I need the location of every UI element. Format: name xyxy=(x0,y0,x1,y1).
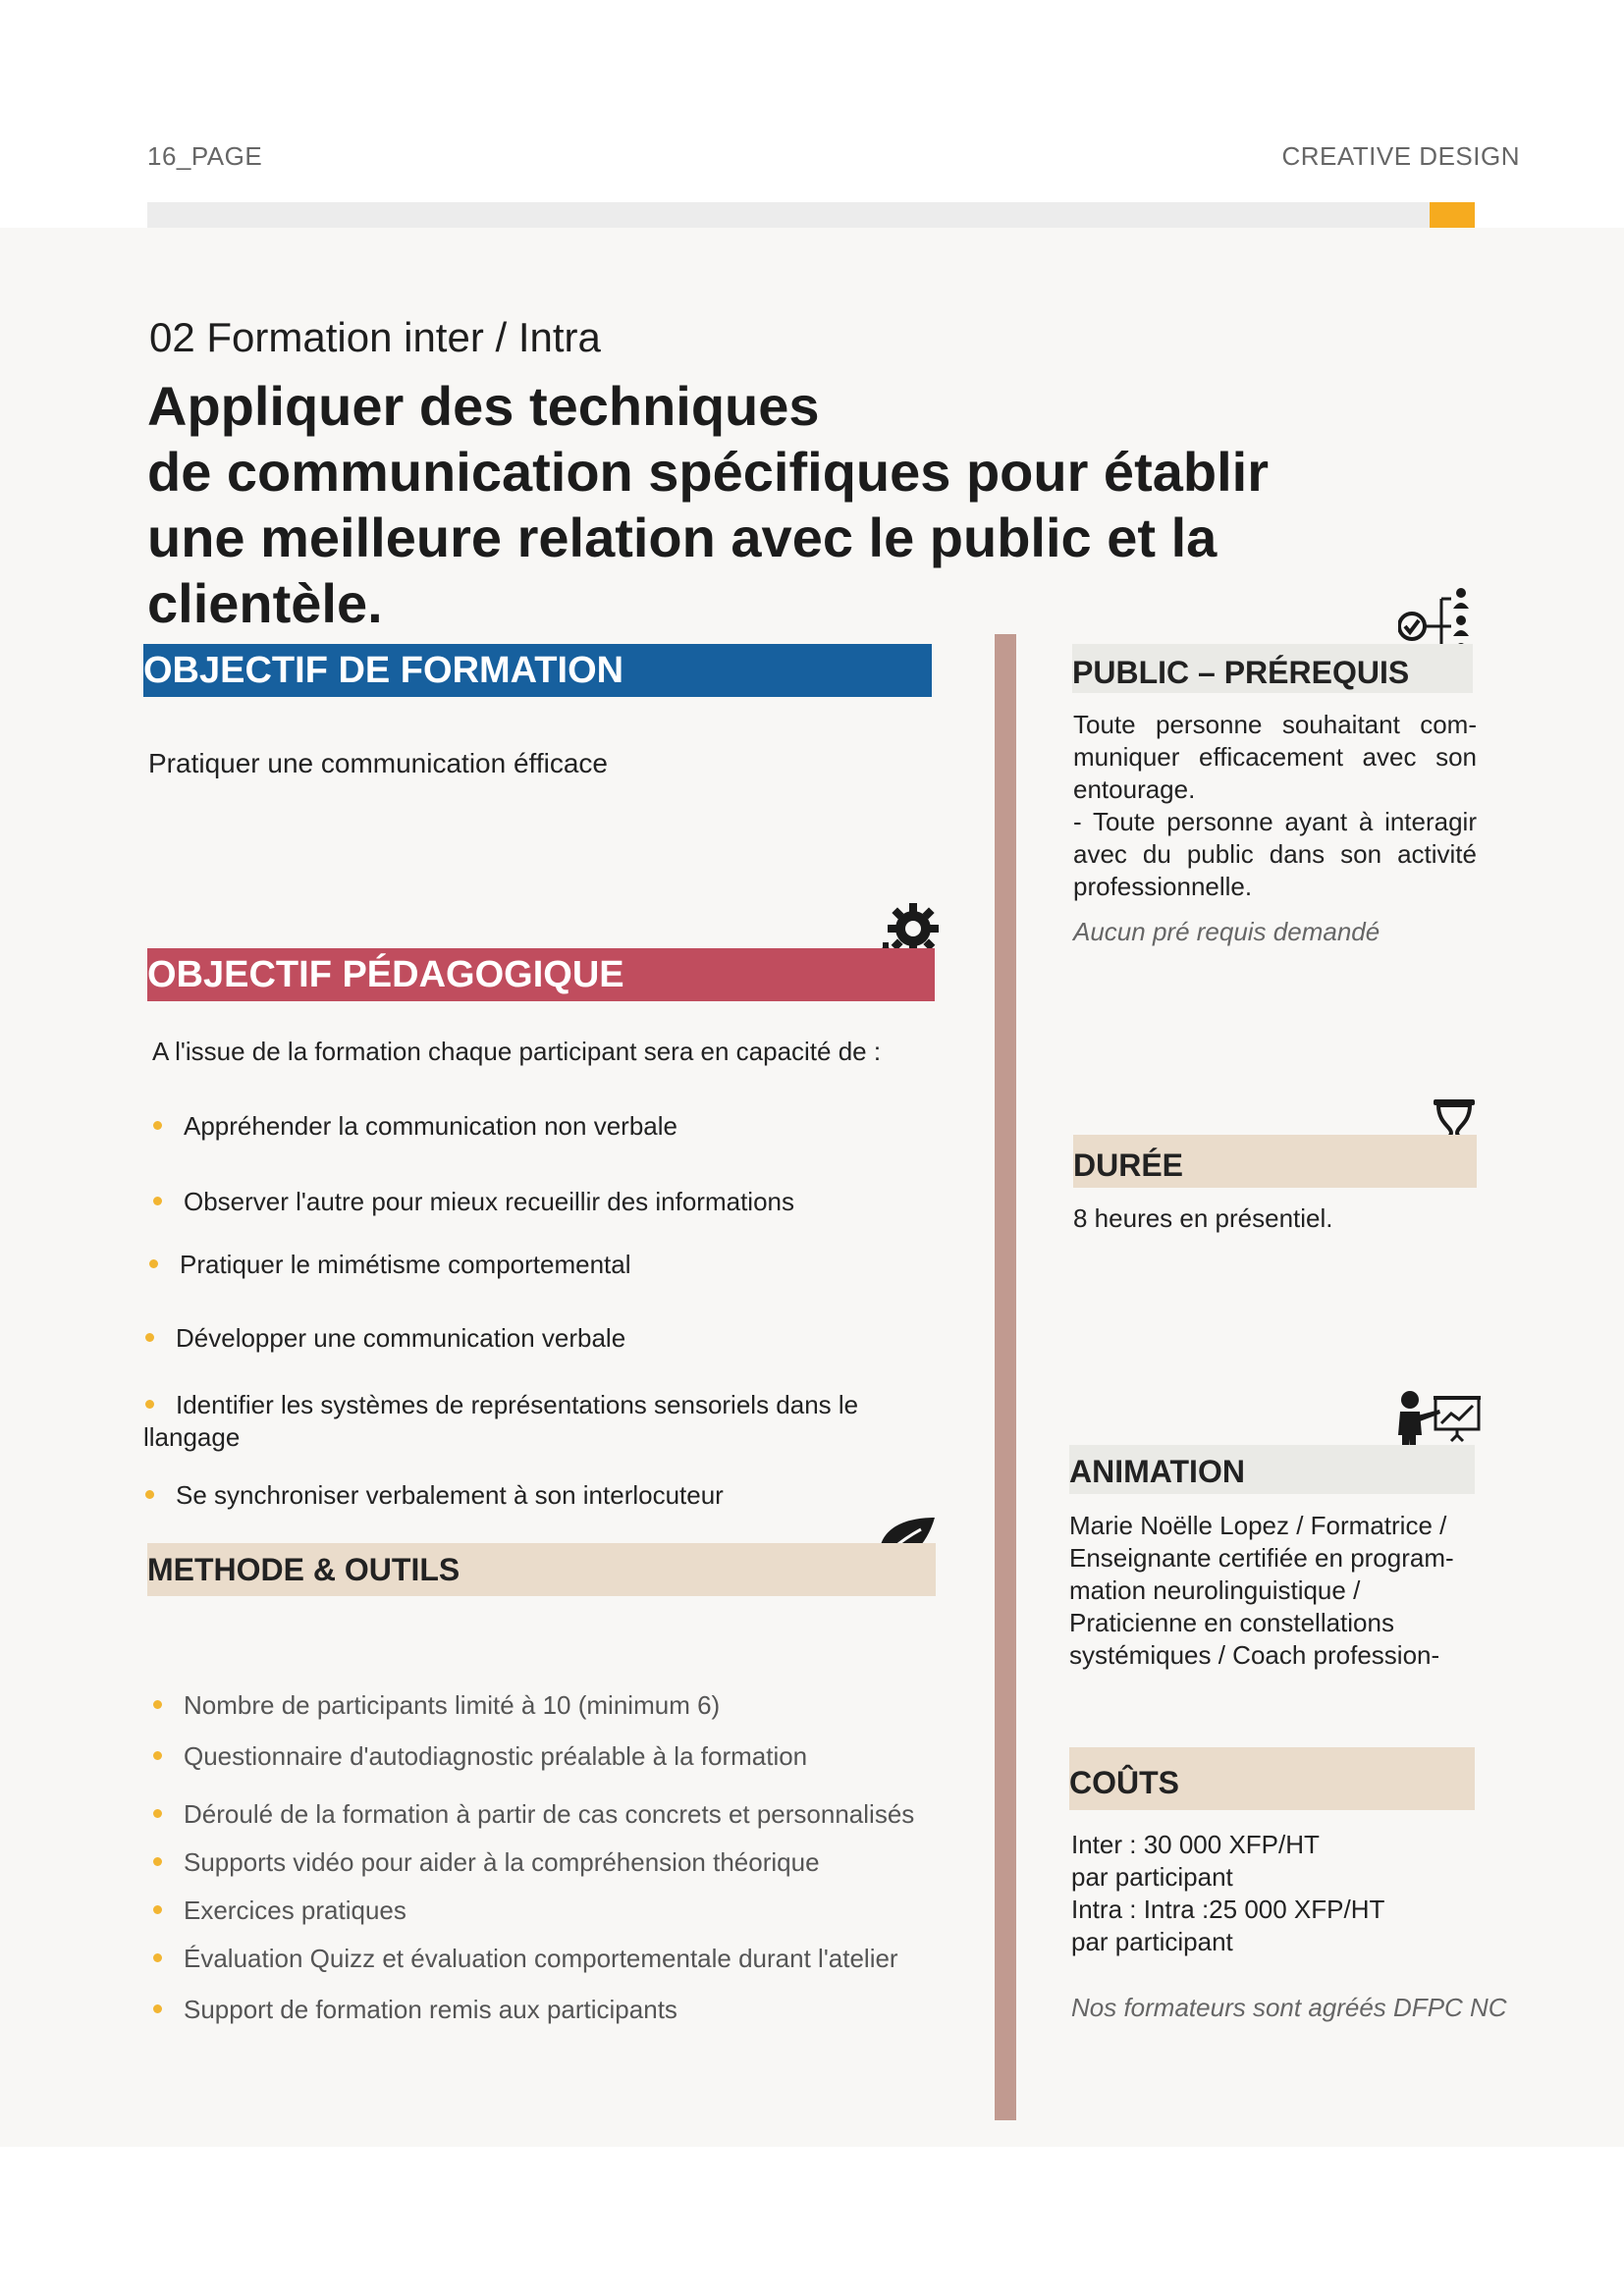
objectif-formation-text: Pratiquer une communication éfficace xyxy=(148,748,608,778)
list-item: Développer une communication verbale xyxy=(145,1323,625,1354)
public-line: muniquer efficacement avec son xyxy=(1073,742,1477,772)
public-heading: PUBLIC – PRÉREQUIS xyxy=(1072,644,1473,693)
list-item: Identifier les systèmes de représentations sensoriels dans le xyxy=(145,1390,858,1420)
bullet-dot xyxy=(145,1490,154,1499)
list-item-continuation: llangage xyxy=(143,1422,241,1452)
bullet-dot xyxy=(153,1905,162,1914)
title-line: Appliquer des techniques xyxy=(147,375,820,437)
list-item: Appréhender la communication non verbale xyxy=(153,1111,677,1142)
list-item: Déroulé de la formation à partir de cas concrets et personnalisés xyxy=(153,1799,914,1830)
list-item: Supports vidéo pour aider à la compréhension théorique xyxy=(153,1847,820,1878)
animation-line: mation neurolinguistique / xyxy=(1069,1575,1361,1605)
title-line: de communication spécifiques pour établir xyxy=(147,441,1269,503)
objectif-formation-heading: OBJECTIF DE FORMATION xyxy=(143,644,932,697)
title-line: une meilleure relation avec le public et la xyxy=(147,507,1218,568)
animation-line: Praticienne en constellations xyxy=(1069,1608,1394,1637)
couts-line: par participant xyxy=(1071,1927,1233,1956)
bullet-dot xyxy=(153,1700,162,1709)
bullet-dot xyxy=(153,1197,162,1205)
couts-note: Nos formateurs sont agréés DFPC NC xyxy=(1071,1993,1507,2022)
public-line: Toute personne souhaitant com- xyxy=(1073,710,1477,739)
public-line: professionnelle. xyxy=(1073,872,1253,901)
list-item: Questionnaire d'autodiagnostic préalable à la formation xyxy=(153,1741,807,1772)
couts-text xyxy=(1071,1829,1384,1958)
bullet-dot xyxy=(153,1857,162,1866)
animation-line: systémiques / Coach profession- xyxy=(1069,1640,1440,1670)
duree-heading: DURÉE xyxy=(1073,1135,1477,1188)
animation-line: Enseignante certifiée en program- xyxy=(1069,1543,1454,1573)
couts-line: par participant xyxy=(1071,1862,1233,1892)
animation-text xyxy=(1069,1510,1454,1672)
public-text xyxy=(1073,709,1477,903)
objectif-pedagogique-heading: OBJECTIF PÉDAGOGIQUE xyxy=(147,948,935,1001)
bullet-dot xyxy=(153,2004,162,2013)
methode-heading: METHODE & OUTILS xyxy=(147,1543,936,1596)
bullet-dot xyxy=(153,1953,162,1962)
couts-heading: COÛTS xyxy=(1069,1747,1475,1810)
bullet-dot xyxy=(153,1751,162,1760)
page-number-label: 16_PAGE xyxy=(147,141,263,171)
public-line: entourage. xyxy=(1073,774,1196,804)
column-divider xyxy=(995,634,1016,2120)
animation-heading: ANIMATION xyxy=(1069,1445,1475,1494)
public-line: avec du public dans son activité xyxy=(1073,839,1477,869)
public-note: Aucun pré requis demandé xyxy=(1073,917,1380,946)
page-title xyxy=(147,373,1424,636)
animation-line: Marie Noëlle Lopez / Formatrice / xyxy=(1069,1511,1447,1540)
objectif-pedagogique-intro: A l'issue de la formation chaque participant sera en capacité de : xyxy=(152,1037,882,1066)
subtitle: 02 Formation inter / Intra xyxy=(149,314,601,360)
duree-text: 8 heures en présentiel. xyxy=(1073,1203,1333,1233)
brand-label: CREATIVE DESIGN xyxy=(1281,141,1520,171)
bullet-dot xyxy=(145,1400,154,1409)
bullet-dot xyxy=(153,1121,162,1130)
top-band-accent xyxy=(1430,202,1475,228)
top-band xyxy=(147,202,1430,228)
public-line: - Toute personne ayant à interagir xyxy=(1073,807,1477,836)
list-item: Se synchroniser verbalement à son interlocuteur xyxy=(145,1480,724,1511)
couts-line: Inter : 30 000 XFP/HT xyxy=(1071,1830,1320,1859)
bullet-dot xyxy=(149,1259,158,1268)
bullet-dot xyxy=(153,1809,162,1818)
list-item: Évaluation Quizz et évaluation comportementale durant l'atelier xyxy=(153,1944,898,1974)
list-item: Observer l'autre pour mieux recueillir des informations xyxy=(153,1187,794,1217)
list-item: Nombre de participants limité à 10 (minimum 6) xyxy=(153,1690,720,1721)
couts-line: Intra : Intra :25 000 XFP/HT xyxy=(1071,1895,1385,1924)
list-item: Exercices pratiques xyxy=(153,1896,406,1926)
list-item: Pratiquer le mimétisme comportemental xyxy=(149,1250,631,1280)
list-item: Support de formation remis aux participants xyxy=(153,1995,677,2025)
bullet-dot xyxy=(145,1333,154,1342)
title-line: clientèle. xyxy=(147,572,383,634)
